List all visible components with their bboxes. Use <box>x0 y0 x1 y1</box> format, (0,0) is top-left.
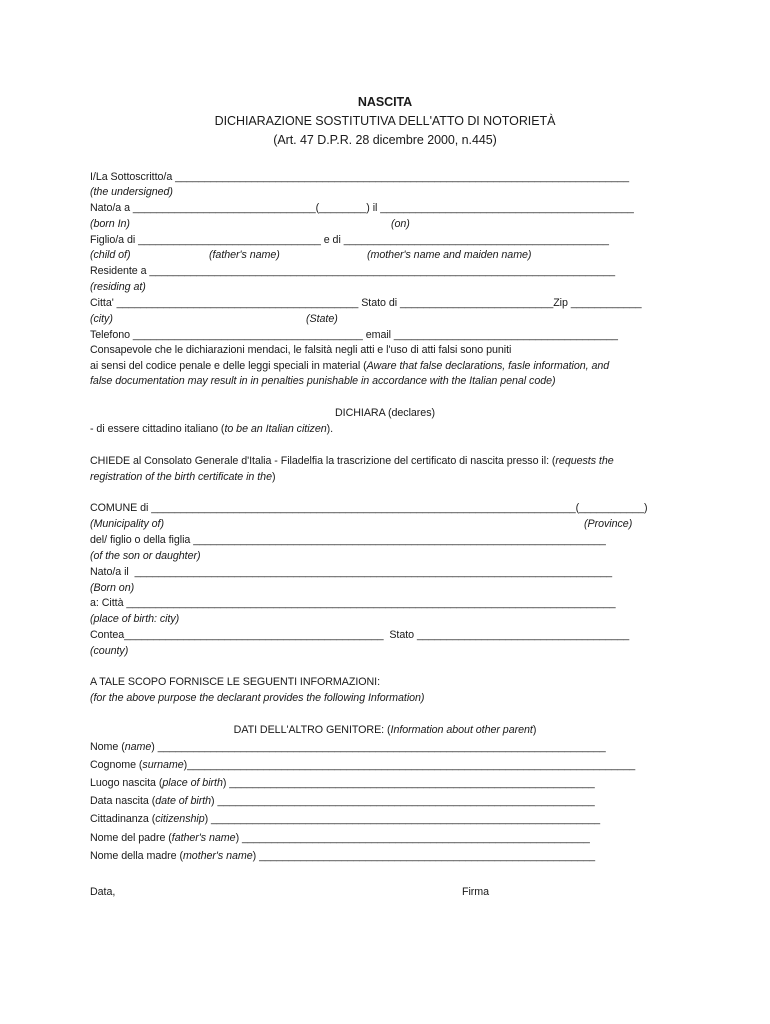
county-translation: (county) <box>90 645 129 657</box>
birth-city-translation: (place of birth: city) <box>90 613 180 625</box>
request-line-1 <box>90 455 614 468</box>
field-label-english: mother's name <box>182 850 253 862</box>
child-of-field[interactable]: Figlio/a di _______________________________ e di _____________________________________________ <box>90 234 609 246</box>
born-on-translation: (on) <box>391 218 410 230</box>
field-label: Luogo nascita ( <box>90 777 163 789</box>
phone-email-field[interactable]: Telefono _______________________________________ email ______________________________________ <box>90 329 618 341</box>
field-line: ) __________________________________________________________________ <box>204 813 601 825</box>
awareness-statement-line-1: Consapevole che le dichiarazioni mendaci, le falsità negli atti e l'uso di atti falsi sono puniti <box>90 344 512 356</box>
parent-mother-name-field[interactable] <box>90 850 595 863</box>
undersigned-field[interactable]: I/La Sottoscritto/a _____________________________________________________________________________ <box>90 171 629 183</box>
comune-field[interactable]: COMUNE di ________________________________________________________________________(___________) <box>90 502 648 514</box>
province-translation: (Province) <box>584 518 633 530</box>
date-label: Data, <box>90 886 116 898</box>
born-on-translation-2: (Born on) <box>90 582 135 594</box>
county-state-field[interactable]: Contea____________________________________________ Stato ____________________________________ <box>90 629 630 641</box>
municipality-translation: (Municipality of) <box>90 518 164 530</box>
undersigned-translation: (the undersigned) <box>90 186 173 198</box>
field-label-english: place of birth <box>162 777 223 789</box>
request-english: requests the <box>555 455 614 467</box>
purpose-heading: A TALE SCOPO FORNISCE LE SEGUENTI INFORMAZIONI: <box>90 676 381 688</box>
city-translation: (city) <box>90 313 113 325</box>
citizenship-end: ). <box>326 423 334 435</box>
citizenship-english: to be an Italian citizen <box>224 423 327 435</box>
field-label-english: surname <box>142 759 184 771</box>
mother-name-translation: (mother's name and maiden name) <box>367 249 532 261</box>
field-label: Nome ( <box>90 741 125 753</box>
field-label-english: father's name <box>171 832 236 844</box>
parent-name-field[interactable] <box>90 741 606 754</box>
awareness-statement-line-2 <box>90 360 609 373</box>
born-on-field[interactable]: Nato/a il _________________________________________________________________________________ <box>90 566 613 578</box>
father-name-translation: (father's name) <box>209 249 280 261</box>
field-line: ) ___________________________________________________________ <box>235 832 590 844</box>
born-in-translation: (born In) <box>90 218 130 230</box>
field-line: ) _________________________________________________________ <box>252 850 596 862</box>
awareness-italian: ai sensi del codice penale e delle leggi speciali in material ( <box>90 360 367 372</box>
awareness-english: Aware that false declarations, fasle information, and <box>366 360 610 372</box>
other-parent-heading-english: Information about other parent <box>390 724 533 736</box>
purpose-translation: (for the above purpose the declarant provides the following Information) <box>90 692 425 704</box>
residing-at-field[interactable]: Residente a _______________________________________________________________________________ <box>90 265 616 277</box>
document-subtitle: DICHIARAZIONE SOSTITUTIVA DELL'ATTO DI NOTORIETÀ <box>214 114 556 128</box>
other-parent-heading-italian: DATI DELL'ALTRO GENITORE: ( <box>233 724 391 736</box>
parent-surname-field[interactable] <box>90 759 635 772</box>
request-line-2 <box>90 471 275 484</box>
awareness-statement-line-3: false documentation may result in in penalties punishable in accordance with the Italian penal code) <box>90 375 556 387</box>
document-title: NASCITA <box>357 95 413 109</box>
field-label-english: date of birth <box>155 795 212 807</box>
request-italian: CHIEDE al Consolato Generale d'Italia - Filadelfia la trascrizione del certificato di nascita presso il: ( <box>90 455 556 467</box>
citizenship-declaration <box>90 423 333 436</box>
field-label: Cognome ( <box>90 759 143 771</box>
birth-city-field[interactable]: a: Città ___________________________________________________________________________________ <box>90 597 616 609</box>
field-label: Nome della madre ( <box>90 850 183 862</box>
field-line: ) ______________________________________________________________ <box>222 777 595 789</box>
other-parent-heading <box>0 724 770 737</box>
field-label: Nome del padre ( <box>90 832 172 844</box>
field-line: ) ________________________________________________________________ <box>211 795 595 807</box>
son-daughter-translation: (of the son or daughter) <box>90 550 201 562</box>
field-label: Cittadinanza ( <box>90 813 156 825</box>
declares-heading: DICHIARA (declares) <box>334 407 435 419</box>
citizenship-italian: - di essere cittadino italiano ( <box>90 423 225 435</box>
child-of-translation: (child of) <box>90 249 131 261</box>
law-reference: (Art. 47 D.P.R. 28 dicembre 2000, n.445) <box>273 133 497 147</box>
signature-label: Firma <box>462 886 490 898</box>
parent-citizenship-field[interactable] <box>90 813 600 826</box>
field-line: ) ____________________________________________________________________________ <box>151 741 606 753</box>
field-label-english: citizenship <box>155 813 205 825</box>
field-label: Data nascita ( <box>90 795 156 807</box>
born-in-field[interactable]: Nato/a a _______________________________(________) il ___________________________________________ <box>90 202 634 214</box>
state-translation: (State) <box>306 313 338 325</box>
parent-birthdate-field[interactable] <box>90 795 595 808</box>
other-parent-heading-end: ) <box>532 724 537 736</box>
parent-father-name-field[interactable] <box>90 832 590 845</box>
parent-birthplace-field[interactable] <box>90 777 595 790</box>
city-state-zip-field[interactable]: Citta' _________________________________________ Stato di __________________________Zip ____________ <box>90 297 642 309</box>
field-line: )____________________________________________________________________________ <box>183 759 636 771</box>
request-english-cont: registration of the birth certificate in the <box>90 471 272 483</box>
son-daughter-field[interactable]: del/ figlio o della figlia ______________________________________________________________________ <box>90 534 606 546</box>
field-label-english: name <box>124 741 152 753</box>
residing-at-translation: (residing at) <box>90 281 146 293</box>
request-end: ) <box>271 471 276 483</box>
